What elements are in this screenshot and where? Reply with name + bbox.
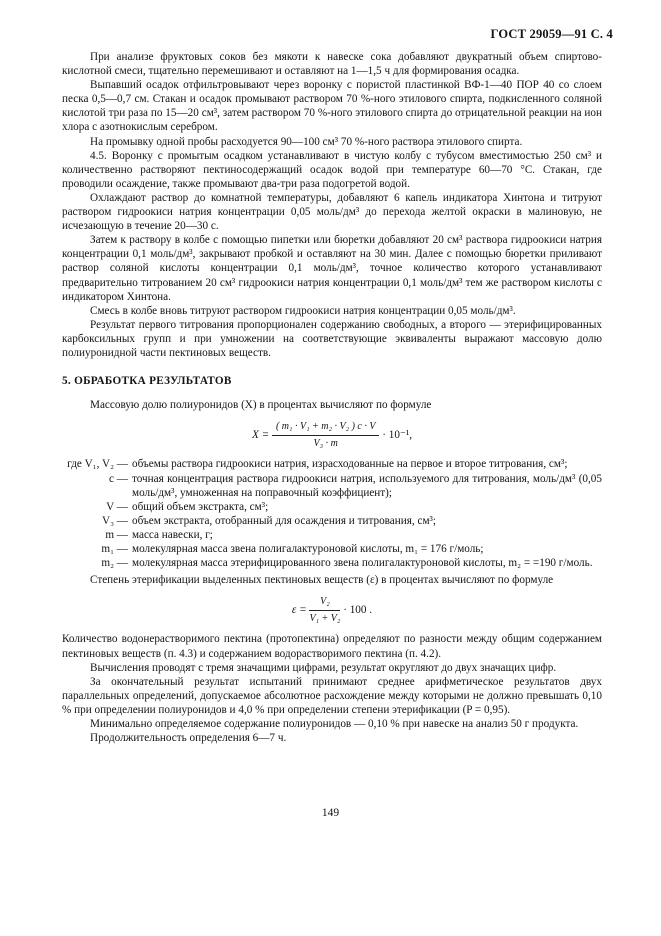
formula-denominator: V₃ · m [313, 438, 338, 450]
paragraph: За окончательный результат испытаний принимают среднее арифметическое результатов двух параллельных определений, допускаемое абсолютное расхождение между которыми не должно превышать 0,10 % при определении полиуронидов и 4,0 % при определении степени этерификации (P = 0,95). [62, 675, 602, 716]
formula-polyuronides [62, 420, 602, 451]
definition-symbol: c — [109, 472, 128, 485]
paragraph: На промывку одной пробы расходуется 90—100 см³ 70 %-ного раствора этилового спирта. [90, 135, 523, 148]
formula-lhs: ε = [291, 604, 307, 617]
formula-intro: Массовую долю полиуронидов (X) в процентах вычисляют по формуле [90, 399, 432, 412]
paragraph: Результат первого титрования пропорционален содержанию свободных, а второго — этерифицированных карбоксильных групп и при умножении на соответствующие эквиваленты выражают массовую долю полиуронидной части пектиновых веществ. [62, 318, 602, 359]
paragraph: Выпавший осадок отфильтровывают через воронку с пористой пластинкой ВФ-1—40 ПОР 40 со слоем песка 0,5—0,7 см. Стакан и осадок промывают раствором 70 %-ного этилового спирта, подкисленного соляной кислотой три раза по 15—20 см³, затем раствором 70 %-ного этилового спирта до отрицательной реакции на ион хлора с азотнокислым серебром. [62, 79, 602, 134]
definition-row [62, 542, 602, 556]
definition-row [62, 472, 602, 500]
definition-text: молекулярная масса этерифицированного звена полигалактуроновой кислоты, m₂ = =190 г/моль. [132, 557, 593, 570]
definition-symbol: V — [106, 500, 128, 513]
definition-row [62, 457, 602, 471]
paragraph: Охлаждают раствор до комнатной температуры, добавляют 6 капель индикатора Хинтона и титруют раствором гидроокиси натрия концентрации 0,05 моль/дм³ до перехода желтой окраски в малиновую, не исчезающую в течение 20—30 с. [62, 191, 602, 233]
formula-numerator: V₂ [309, 595, 340, 611]
definition-symbol: m — [105, 528, 128, 541]
page-number: 149 [321, 807, 340, 819]
formula-denominator: V₁ + V₂ [309, 613, 341, 625]
paragraph: Затем к раствору в колбе с помощью пипетки или бюретки добавляют 20 см³ раствора гидроокиси натрия концентрации 0,1 моль/дм³, закрывают пробкой и оставляют на 30 мин. Далее с помощью бюретки приливают раствор соляной кислоты концентрации 0,1 моль/дм³, точное количество которого устанавливают предварительно титрованием 20 см³ гидроокиси натрия концентрации 0,1 моль/дм³ тем же раствором кислоты с индикатором Хинтона. [62, 234, 602, 303]
definition-text: точная концентрация раствора гидроокиси натрия, используемого для титрования, моль/дм³ (0,05 моль/дм³, умноженная на поправочный коэффициент); [132, 472, 602, 499]
definition-symbol: где V₁, V₂ — [67, 458, 128, 471]
definition-text: молекулярная масса звена полигалактуроновой кислоты, m₁ = 176 г/моль; [132, 543, 484, 555]
definition-row [62, 514, 602, 528]
definition-text: масса навески, г; [132, 528, 213, 541]
definition-symbol: m₂ — [101, 557, 128, 570]
paragraph: При анализе фруктовых соков без мякоти к навеске сока добавляют двукратный объем спиртово-кислотной смеси, тщательно перемешивают и оставляют на 1—1,5 ч для формирования осадка. [62, 51, 602, 78]
formula-fraction [272, 420, 380, 451]
definition-row [62, 556, 602, 570]
definition-row [62, 500, 602, 514]
definitions-table [62, 457, 602, 570]
definition-row [62, 528, 602, 542]
definition-text: объемы раствора гидроокиси натрия, израсходованные на первое и второе титрования, см³; [132, 458, 568, 471]
definition-symbol: m₁ — [101, 543, 128, 555]
esterification-intro: Степень этерификации выделенных пектиновых веществ (ε) в процентах вычисляют по формуле [90, 574, 554, 587]
page-header: ГОСТ 29059—91 С. 4 [490, 27, 613, 41]
formula-fraction [309, 595, 340, 626]
formula-tail: · 100 . [343, 604, 373, 617]
paragraph: Продолжительность определения 6—7 ч. [90, 732, 287, 745]
definition-text: объем экстракта, отобранный для осаждения и титрования, см³; [132, 514, 436, 527]
paragraph: 4.5. Воронку с промытым осадком устанавливают в чистую колбу с тубусом вместимостью 250 см³ и количественно растворяют пектиносодержащий осадок водой при температуре 60—70 °С. Стакан, где проводили осаждение, также промывают два-три раза подогретой водой. [62, 149, 602, 190]
formula-numerator: ( m₁ · V₁ + m₂ · V₂ ) c · V [272, 420, 380, 436]
definition-symbol: V₃ — [102, 514, 128, 527]
formula-lhs: X = [251, 429, 270, 442]
formula-esterification [62, 595, 602, 626]
formula-tail: · 10⁻¹, [382, 429, 413, 442]
paragraph: Вычисления проводят с тремя значащими цифрами, результат округляют до двух значащих цифр. [90, 661, 557, 674]
definition-text: общий объем экстракта, см³; [132, 500, 269, 513]
paragraph: Смесь в колбе вновь титруют раствором гидроокиси натрия концентрации 0,05 моль/дм³. [90, 304, 516, 317]
body-text [62, 50, 602, 745]
paragraph: Минимально определяемое содержание полиуронидов — 0,10 % при навеске на анализ 50 г продукта. [90, 718, 579, 731]
paragraph: Количество водонерастворимого пектина (протопектина) определяют по разности между общим содержанием пектиновых веществ (п. 4.3) и содержанием водорастворимого пектина (п. 4.2). [62, 633, 602, 660]
section-heading: 5. ОБРАБОТКА РЕЗУЛЬТАТОВ [62, 375, 232, 388]
